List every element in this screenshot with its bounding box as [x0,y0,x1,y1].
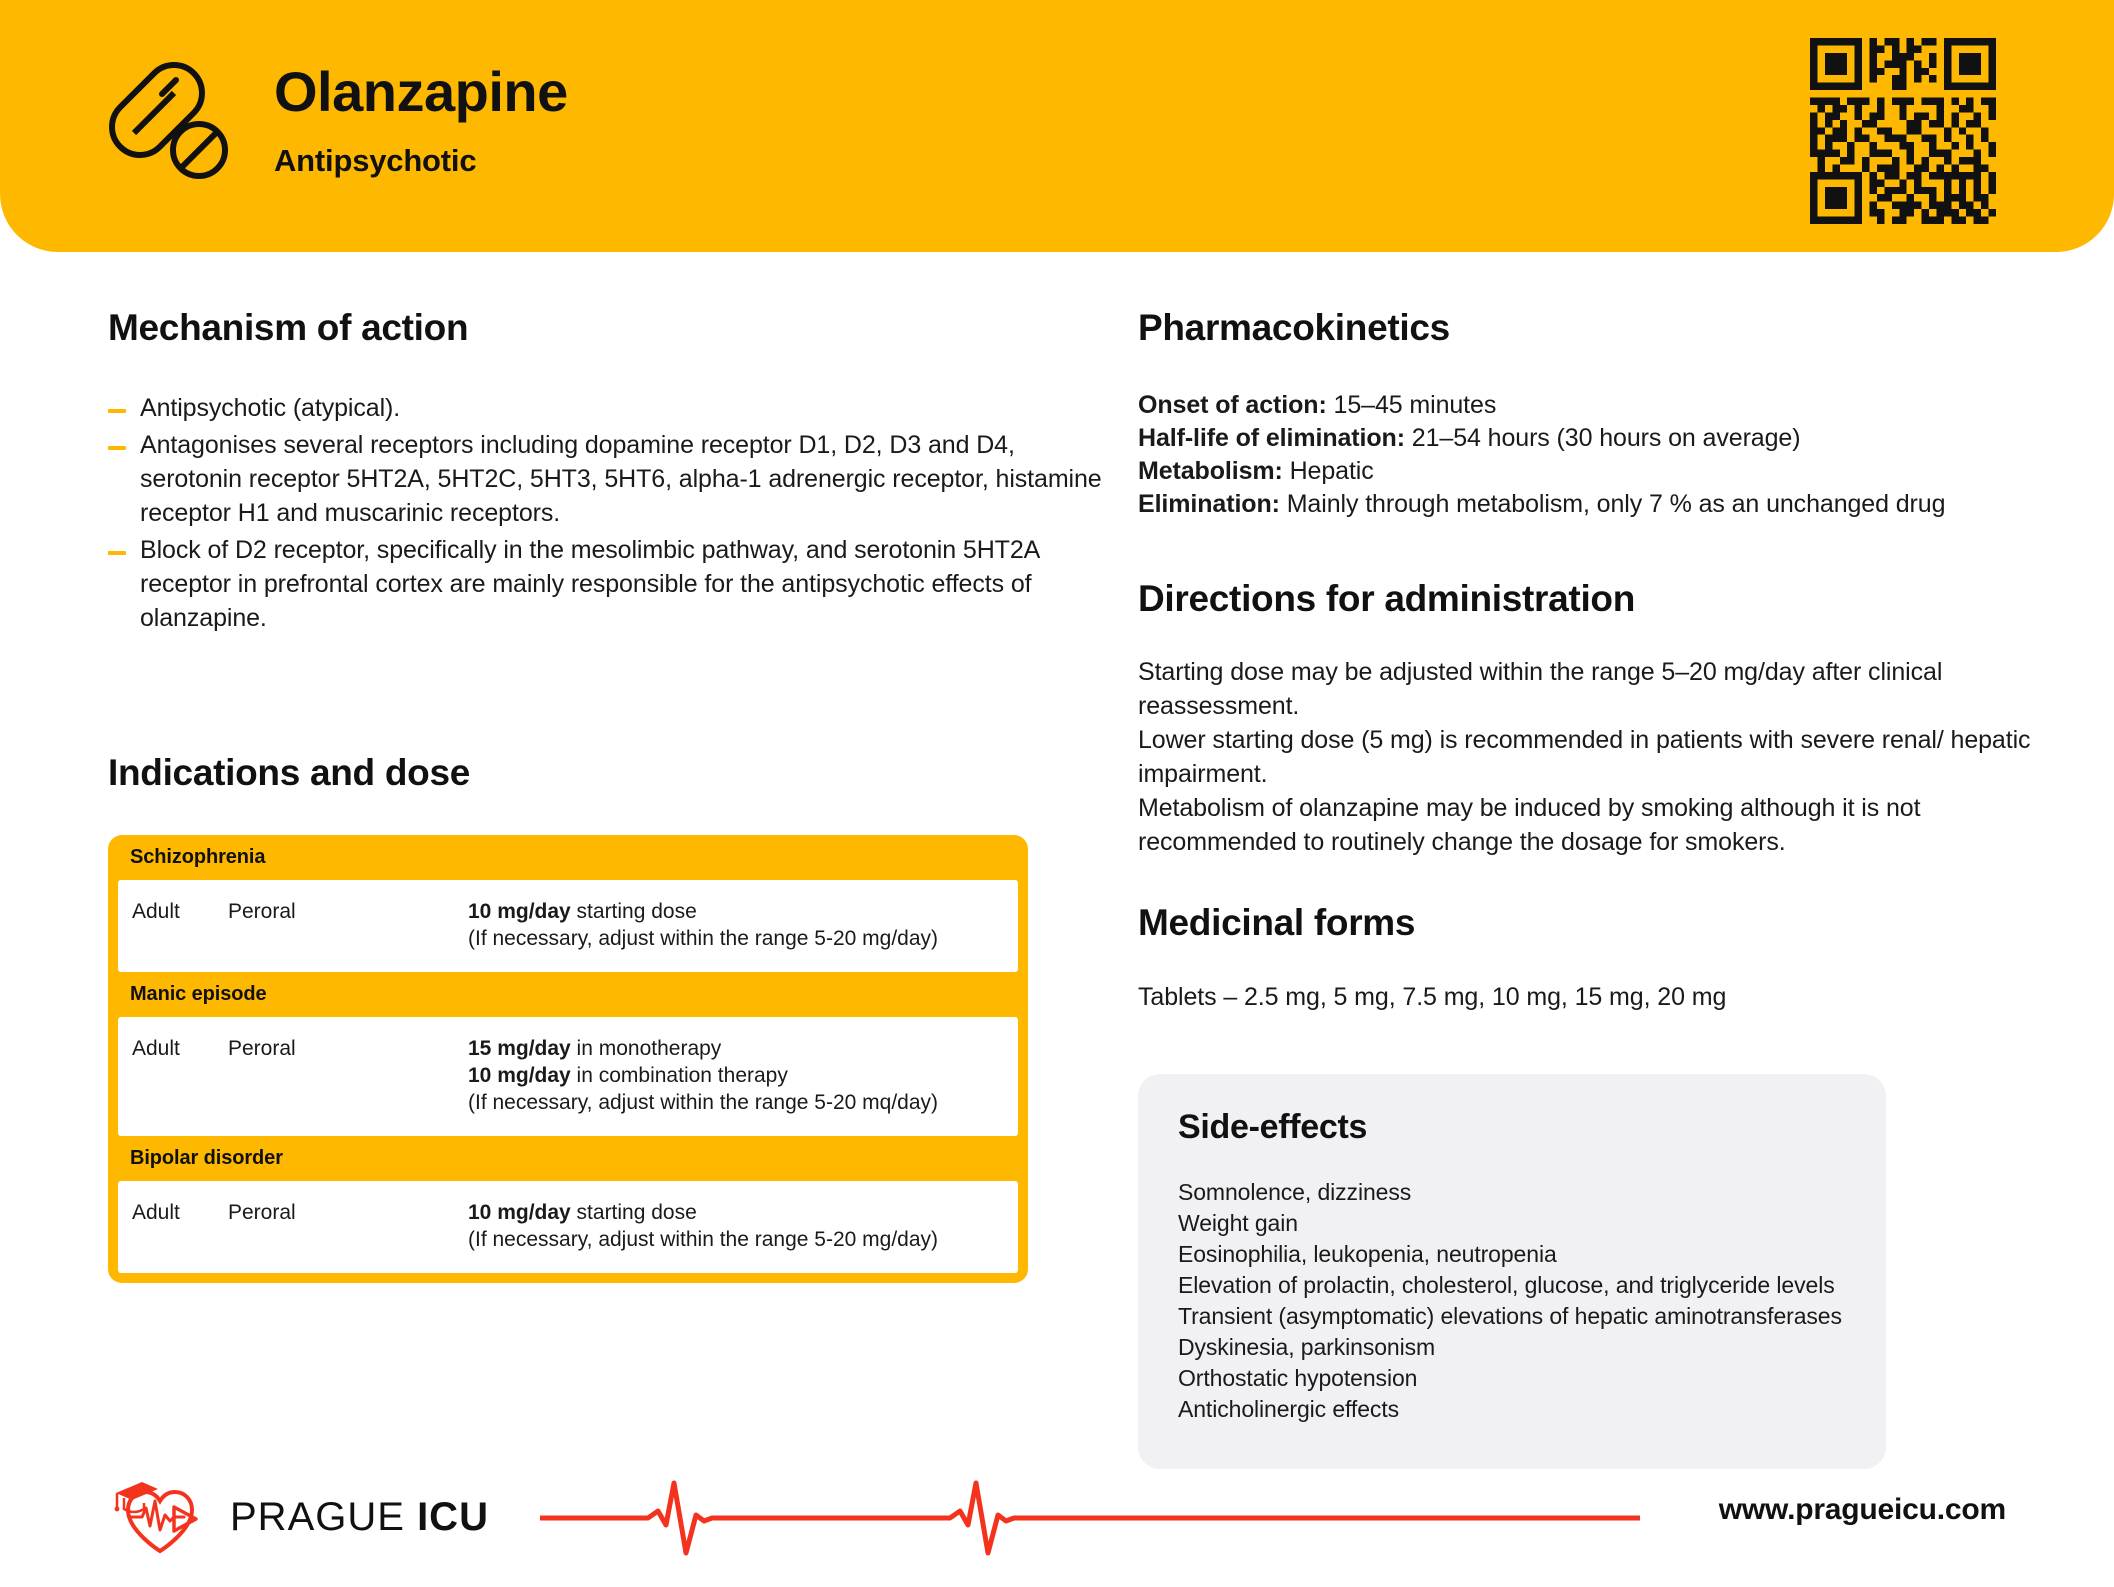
dose-route: Peroral [228,1037,296,1061]
list-item [1138,389,2038,422]
dose-detail [468,1199,1018,1253]
pk-label: Elimination: [1138,489,1280,518]
side-effects-title: Side-effects [1178,1108,1368,1147]
list-item: Orthostatic hypotension [1178,1365,1418,1392]
list-item: Eosinophilia, leukopenia, neutropenia [1178,1241,1557,1268]
list-item: Anticholinergic effects [1178,1396,1400,1423]
list-item [108,428,1108,530]
spacer [1138,521,2038,579]
drug-class: Antipsychotic [274,143,477,179]
dose-note: (If necessary, adjust within the range 5-20 mg/day) [468,927,939,951]
dose-amount: 10 mg/day [468,1201,571,1225]
dose-route: Peroral [228,900,296,924]
brand-prague: PRAGUE [230,1494,405,1539]
table-row [118,1181,1018,1273]
dose-qualifier: in monotherapy [570,1037,722,1061]
list-item: Elevation of prolactin, cholesterol, glucose, and triglyceride levels [1178,1272,1835,1299]
heart-ecg-graduation-logo-icon [112,1477,208,1557]
title-wrap [274,57,568,180]
list-item: Somnolence, dizziness [1178,1179,1412,1206]
pharmacokinetics-title: Pharmacokinetics [1138,307,1450,348]
list-item [108,533,1108,635]
dose-table [108,835,1028,1283]
drug-name: Olanzapine [274,59,568,123]
ecg-waveform-icon [540,1473,1640,1563]
dose-group-header: Schizophrenia [130,846,266,869]
website-url[interactable]: www.pragueicu.com [1718,1493,2006,1526]
right-column [1138,308,2038,1469]
list-item [1138,422,2038,455]
dose-age: Adult [132,900,180,924]
capsule-tablet-icon [108,56,232,180]
pk-value: Hepatic [1282,456,1374,485]
dose-note: (If necessary, adjust within the range 5-20 mg/day) [468,1228,939,1252]
dose-amount-secondary: 10 mg/day [468,1064,571,1088]
medicinal-forms-line: Tablets – 2.5 mg, 5 mg, 7.5 mg, 10 mg, 15 mg, 20 mg [1138,983,1727,1012]
directions-line: Starting dose may be adjusted within the range 5–20 mg/day after clinical reassessment. [1138,658,1943,721]
dash-bullet-icon [108,446,126,450]
spacer [1138,859,2038,903]
dash-bullet-icon [108,409,126,413]
pk-label: Half-life of elimination: [1138,423,1405,452]
dose-age: Adult [132,1037,180,1061]
dose-qualifier: starting dose [570,1201,697,1225]
directions-line: Metabolism of olanzapine may be induced by smoking although it is not recommended to routinely change the dosage for smokers. [1138,794,1921,857]
dose-age: Adult [132,1201,180,1225]
brand-wordmark [230,1495,489,1540]
directions-line: Lower starting dose (5 mg) is recommended in patients with severe renal/ hepatic impairment. [1138,726,2031,789]
directions-title: Directions for administration [1138,577,1636,619]
mechanism-bullet-text: Antagonises several receptors including dopamine receptor D1, D2, D3 and D4, serotonin receptor 5HT2A, 5HT2C, 5HT3, 5HT6, alpha-1 adrenergic receptor, histamine receptor H1 and muscarinic receptors. [140,430,1102,527]
dose-route: Peroral [228,1201,296,1225]
side-effects-box [1138,1074,1886,1469]
pk-label: Metabolism: [1138,456,1283,485]
dose-detail [468,1035,1018,1116]
dose-note: (If necessary, adjust within the range 5-20 mq/day) [468,1091,939,1115]
qr-code[interactable] [1810,38,1996,224]
left-column [108,308,1108,1283]
list-item: Transient (asymptomatic) elevations of hepatic aminotransferases [1178,1303,1842,1330]
directions-body [1138,655,2038,859]
list-item [108,391,1108,425]
pharmacokinetics-list [1138,389,2038,521]
brand-logo-group[interactable] [112,1477,489,1557]
pk-value: Mainly through metabolism, only 7 % as an unchanged drug [1279,489,1946,518]
pk-value: 15–45 minutes [1326,390,1497,419]
card-footer [0,1447,2114,1587]
medicinal-forms-body [1138,980,2038,1014]
card-header [0,0,2114,252]
pk-label: Onset of action: [1138,390,1327,419]
dose-qualifier: starting dose [570,900,697,924]
dash-bullet-icon [108,551,126,555]
mechanism-bullet-text: Block of D2 receptor, specifically in the mesolimbic pathway, and serotonin 5HT2A receptor in prefrontal cortex are mainly responsible for the antipsychotic effects of olanzapine. [140,535,1039,632]
mechanism-title: Mechanism of action [108,307,469,348]
dose-qualifier-secondary: in combination therapy [570,1064,788,1088]
dose-amount: 15 mg/day [468,1037,571,1061]
dose-detail [468,898,1018,952]
indications-section [108,753,1108,1284]
mechanism-bullet-text: Antipsychotic (atypical). [140,393,401,422]
side-effects-list [1178,1177,1846,1425]
indications-title: Indications and dose [108,751,470,793]
dose-amount: 10 mg/day [468,900,571,924]
mechanism-bullet-list [108,391,1108,635]
table-row [118,880,1018,972]
header-title-group [108,56,568,180]
list-item: Dyskinesia, parkinsonism [1178,1334,1436,1361]
list-item [1138,455,2038,488]
dose-group-header: Manic episode [130,983,267,1006]
medicinal-forms-title: Medicinal forms [1138,902,1416,944]
table-row [118,1017,1018,1136]
list-item [1138,488,2038,521]
brand-icu: ICU [417,1494,489,1539]
pk-value: 21–54 hours (30 hours on average) [1404,423,1801,452]
list-item: Weight gain [1178,1210,1298,1237]
dose-group-header: Bipolar disorder [130,1147,283,1170]
